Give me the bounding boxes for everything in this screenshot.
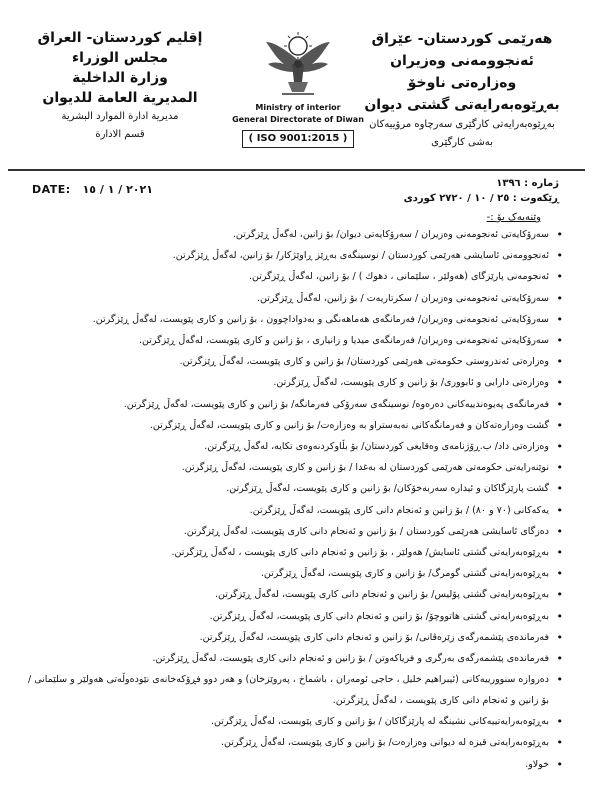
date-block	[32, 183, 153, 196]
list-item: • سەرۆکایەتی ئەنجومەنی وەزیران / سکرتاریەت / بۆ زانین، لەگەڵ ڕێزگرتن.	[23, 288, 563, 309]
list-item: • فەرمانگەی پەیوەندییەکانی دەرەوە/ نوسینگەی سەرۆکی فەرمانگە/ بۆ زانین و کاری پێویست، لەگەڵ ڕێزگرتن.	[23, 394, 563, 415]
kurdish-line: ئەنجوومەنی وەزیران	[390, 53, 534, 69]
list-item: • وەزارەتی داد/ ب.ڕۆژنامەی وەقایعی کوردستان/ بۆ بڵاوکردنەوەی تکایە، لەگەڵ ڕێزگرتن.	[23, 436, 563, 457]
reference-date	[404, 191, 559, 206]
arabic-line: إقليم كوردستان- العراق	[37, 30, 203, 46]
kurdistan-eagle-emblem-icon	[262, 20, 334, 98]
letterhead-kurdish	[347, 28, 577, 152]
list-item: • ئەنجومەنی پارێزگای (هەولێر ، سلێمانی ، دهوك ) / بۆ زانین، لەگەڵ ڕێزگرتن.	[23, 266, 563, 287]
kurdish-line: بەڕێوەبەرایەتی گشتی دیوان	[364, 97, 560, 113]
list-item: • یەکەکانی (٧٠ و ٨٠) / بۆ زانین و ئەنجام دانی کاری پێویست، لەگەڵ ڕێزگرتن.	[23, 500, 563, 521]
list-item: • دەزگای ئاسایشی هەرێمی کوردستان / بۆ زانین و ئەنجام دانی کاری پێویست، لەگەڵ ڕێزگرتن.	[23, 521, 563, 542]
list-item: • گشت پارێزگاکان و ئیدارە سەربەخۆکان/ بۆ زانین و کاری پێویست، لەگەڵ ڕێزگرتن.	[23, 478, 563, 499]
arabic-subline: مديرية ادارة الموارد البشرية	[61, 111, 179, 122]
list-item: • بەڕێوەبەرایەتییەکانی نشینگە لە پارێزگاکان / بۆ زانین و کاری پێویست، لەگەڵ ڕێزگرتن.	[23, 711, 563, 732]
arabic-line: المديرية العامة للديوان	[42, 90, 198, 106]
reference-number	[404, 176, 559, 191]
recipients-title: وێنەیەک بۆ :-	[486, 212, 541, 223]
ministry-english: Ministry of interior	[255, 103, 341, 112]
kurdish-subline: بەشی کارگێری	[431, 137, 493, 148]
directorate-english: General Directorate of Diwan	[232, 115, 364, 124]
kurdish-subline: بەڕێوەبەرایەتی کارگێری سەرچاوە مرۆییەکان	[369, 119, 555, 130]
number-value: ١٣٩٦	[496, 178, 521, 189]
reference-block	[404, 176, 559, 206]
kurdish-date-value: ٢٥ / ١٠ / ٢٧٢٠ کوردی	[403, 193, 510, 204]
list-item: • گشت وەزارەتەکان و فەرمانگەکانی نەبەستراو بە وەزارەت/ بۆ زانین و کاری پێویست، لەگەڵ ڕێزگرتن.	[23, 415, 563, 436]
header-divider	[8, 169, 585, 171]
list-item: • سەرۆکایەتی ئەنجومەنی وەزیران/ فەرمانگەی هەماهەنگی و بەدواداچوون ، بۆ زانین و کاری پێویست، لەگەڵ ڕێزگرتن.	[23, 309, 563, 330]
date-value: ٢٠٢١ / ١ / ١٥	[82, 183, 153, 196]
list-item: • فەرماندەی پێشمەرگەی زێرەڤانی/ بۆ زانین و ئەنجام دانی کاری پێویست، لەگەڵ ڕێزگرتن.	[23, 627, 563, 648]
list-item: • بەڕێوەبەرایەتی گشتی پۆلیس/ بۆ زانین و ئەنجام دانی کاری پێویست، لەگەڵ ڕێزگرتن.	[23, 584, 563, 605]
list-item: • خولاو.	[23, 754, 563, 775]
list-item: • سەرۆکایەتی ئەنجومەنی وەزیران / سەرۆکایەتی دیوان/ بۆ زانین، لەگەڵ ڕێزگرتن.	[23, 224, 563, 245]
iso-certification-box: ( ISO 9001:2015 )	[242, 130, 355, 148]
list-item: • فەرماندەی پێشمەرگەی بەرگری و فریاکەوتن / بۆ زانین و ئەنجام دانی کاری پێویست، لەگەڵ ڕێزگرتن.	[23, 648, 563, 669]
date-label: DATE:	[32, 183, 71, 196]
arabic-line: مجلس الوزراء	[71, 50, 169, 66]
letterhead	[0, 0, 593, 160]
number-label: ژمارە :	[524, 178, 559, 189]
letterhead-arabic	[30, 28, 210, 144]
recipients-list	[23, 224, 563, 775]
kurdish-line: هەرێمی کوردستان- عێراق	[371, 31, 553, 47]
list-item: • سەرۆکایەتی ئەنجومەنی وەزیران/ فەرمانگەی میدیا و زانیاری ، بۆ زانین و کاری پێویست، لەگەڵ ڕێزگرتن.	[23, 330, 563, 351]
list-item: • وەزارەتی ئەندروستی حکومەتی هەرێمی کوردستان/ بۆ زانین و کاری پێویست، لەگەڵ ڕێزگرتن.	[23, 351, 563, 372]
kurdish-date-label: ڕێکەوت :	[512, 193, 559, 204]
arabic-line: وزارة الداخلية	[72, 70, 168, 86]
arabic-subline: قسم الادارة	[95, 129, 145, 140]
kurdish-line: وەزارەتی ناوخۆ	[407, 75, 517, 91]
list-item: • بەڕێوەبەرایەتی گشتی گومرگ/ بۆ زانین و کاری پێویست، لەگەڵ ڕێزگرتن.	[23, 563, 563, 584]
list-item: • دەروازە سنوورییەکانی (ئیبراهیم خلیل ، حاجی ئومەران ، باشماخ ، پەروێزخان) و هەر دوو فڕۆکەخانەی نێودەوڵەتی هەولێر و سلێمانی / بۆ زانین و ئەنجام دانی کاری پێویست ، لەگەڵ ڕێزگرتن.	[23, 669, 563, 711]
list-item: • بەڕێوەبەرایەتی قیزە لە دیوانی وەزارەت/ بۆ زانین و کاری پێویست، لەگەڵ ڕێزگرتن.	[23, 732, 563, 753]
list-item: • نوێنەرایەتی حکومەتی هەرێمی کوردستان لە بەغدا / بۆ زانین و کاری پێویست، لەگەڵ ڕێزگرتن.	[23, 457, 563, 478]
list-item: • بەڕێوەبەرایەتی گشتی هاتووچۆ/ بۆ زانین و ئەنجام دانی کاری پێویست، لەگەڵ ڕێزگرتن.	[23, 606, 563, 627]
list-item: • وەزارەتی دارایی و ئابووری/ بۆ زانین و کاری پێویست، لەگەڵ ڕێزگرتن.	[23, 372, 563, 393]
list-item: • بەڕێوەبەرایەتی گشتی ئاسایش/ هەولێر ، بۆ زانین و ئەنجام دانی کاری پێویست ، لەگەڵ ڕێزگرتن.	[23, 542, 563, 563]
letterhead-center	[228, 20, 368, 148]
list-item: • ئەنجوومەنی ئاسایشی هەرێمی کوردستان / نوسینگەی بەڕێز ڕاوێژکار/ بۆ زانین، لەگەڵ ڕێزگرتن.	[23, 245, 563, 266]
